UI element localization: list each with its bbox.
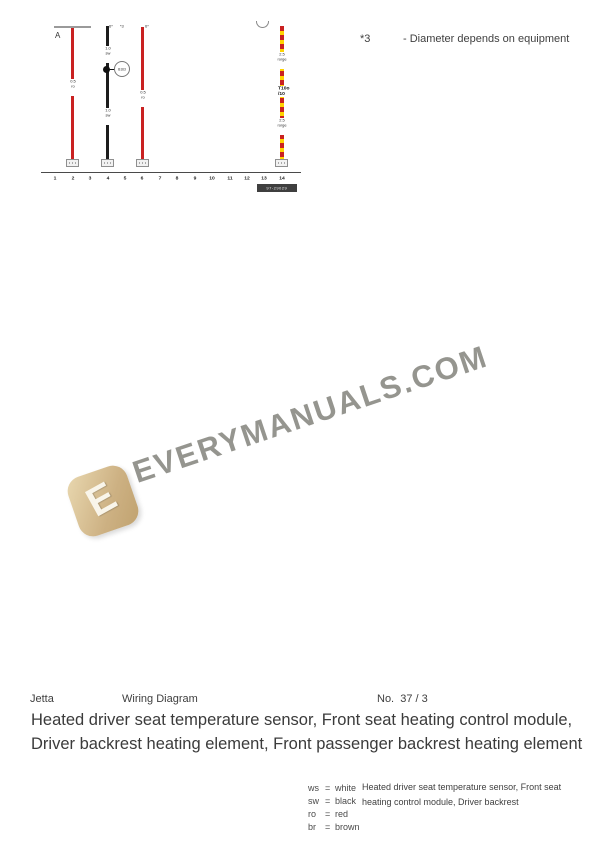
wire-size: 2.5 (279, 52, 285, 57)
section-label: A (55, 31, 61, 40)
wire-label (98, 46, 118, 56)
junction-label: B163 (118, 67, 126, 72)
track-number: 8 (175, 175, 179, 181)
wire-color-code: ro (71, 84, 75, 89)
track-number: 13 (261, 175, 268, 181)
wire-size: 1.0 (105, 46, 111, 51)
track-number: 11 (226, 175, 233, 181)
color-legend (308, 782, 360, 834)
terminal-box (275, 159, 288, 167)
connector-pin: /10 (278, 90, 285, 97)
footer-model: Jetta (30, 693, 54, 705)
track-number: 3 (88, 175, 92, 181)
ref-number: 97-29029 (266, 185, 288, 191)
footnote-ref: *3 (360, 33, 371, 45)
wire-size: 0.5 (140, 90, 146, 95)
track-number: 2 (71, 175, 75, 181)
connector-label (278, 85, 290, 96)
wiring-diagram (0, 0, 340, 200)
legend-abbr: ro (308, 809, 317, 819)
legend-name: black (335, 796, 357, 806)
track-number: 14 (278, 175, 285, 181)
watermark-text: EVERYMANUALS.COM (128, 338, 493, 490)
junction-circle (114, 61, 130, 77)
wire-label (272, 118, 292, 128)
wire-label (133, 90, 153, 100)
track-baseline (41, 172, 301, 173)
track-number: 9 (193, 175, 197, 181)
component-caption: Heated driver seat temperature sensor, Front seat heating control module, Driver backrest (362, 782, 562, 807)
wire-size: 0.5 (70, 79, 76, 84)
wire-size: 2.5 (279, 118, 285, 123)
legend-name: red (335, 809, 349, 819)
wire-label (63, 79, 83, 89)
legend-abbr: sw (308, 796, 319, 806)
footnote-text: - Diameter depends on equipment (403, 33, 570, 45)
footer-page-number: No. 37 / 3 (377, 693, 428, 705)
legend-abbr: br (308, 822, 317, 832)
track-number: 7 (158, 175, 162, 181)
track-number: 1 (53, 175, 57, 181)
terminal-box (136, 159, 149, 167)
wire-size: 1.0 (105, 108, 111, 113)
diagram-title: Heated driver seat temperature sensor, Front seat heating control module, Driver backrest heating element, Front passenger backrest heating element (31, 711, 583, 753)
track-number: 12 (244, 175, 250, 181)
pin-label: 6* (145, 24, 149, 29)
wire-color-code: ro (141, 95, 145, 100)
legend-eq: = (325, 822, 331, 832)
legend-eq: = (325, 796, 331, 806)
legend-abbr: ws (308, 783, 319, 793)
continuation-arc-icon (256, 21, 269, 28)
track-number: 6 (141, 175, 144, 181)
footer-doc-type: Wiring Diagram (122, 693, 198, 705)
track-number: 10 (209, 175, 215, 181)
footnote-mark: *3 (120, 24, 124, 29)
terminal-box (66, 159, 79, 167)
connector-name: T10o (278, 85, 290, 91)
wire-label (272, 52, 292, 62)
everymanuals-logo-icon: E (78, 473, 124, 526)
legend-name: white (335, 783, 357, 793)
wire-label (98, 108, 118, 118)
legend-eq: = (325, 783, 331, 793)
wire-color-code: ro/ge (277, 57, 287, 62)
ref-number-box (257, 184, 297, 192)
wire-color-code: sw (105, 113, 111, 118)
terminal-box (101, 159, 114, 167)
legend-name: brown (335, 822, 360, 832)
track-number: 5 (123, 175, 127, 181)
track-number: 4 (106, 175, 109, 181)
wire-color-code: ro/ge (277, 123, 287, 128)
pin-label: 6* (109, 24, 113, 29)
watermark-logo (64, 462, 143, 541)
wire-color-code: sw (105, 51, 111, 56)
legend-eq: = (325, 809, 331, 819)
